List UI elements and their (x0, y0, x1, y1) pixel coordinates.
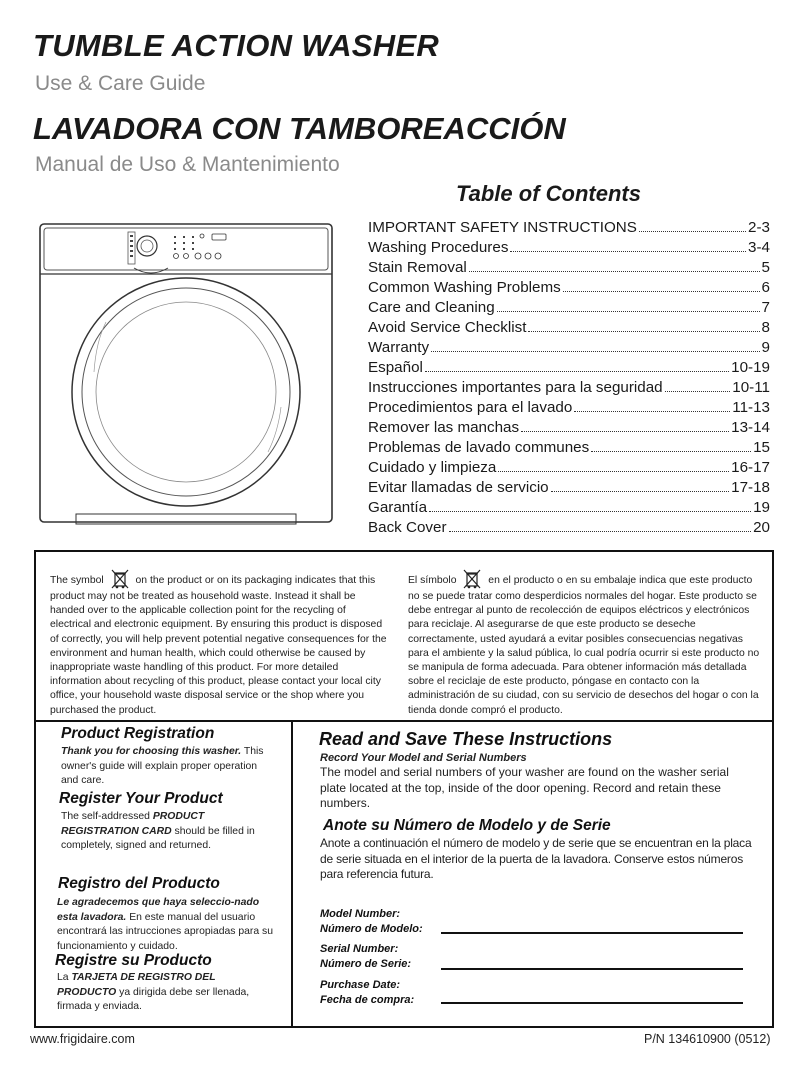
registro-producto-bold: Le agradecemos que haya seleccio-nado esta lavadora. (57, 897, 260, 923)
toc-item[interactable] (368, 378, 770, 398)
subtitle-spanish: Manual de Uso & Mantenimiento (35, 153, 340, 176)
model-number-es: Número de Modelo: (320, 923, 423, 935)
subtitle-english: Use & Care Guide (35, 72, 206, 95)
registro-producto-body: En este manual del usuario encontrará las intrucciones apropiadas para su funcionamiento y cuidado. (57, 911, 274, 952)
toc-item[interactable] (368, 338, 770, 358)
toc-leader-dots (449, 531, 752, 532)
serial-number-en: Serial Number: (320, 943, 399, 955)
product-registration-heading: Product Registration (61, 725, 215, 742)
toc-item-label: Remover las manchas (368, 419, 520, 436)
toc-leader-dots (639, 231, 746, 232)
toc-item-label: Cuidado y limpieza (368, 459, 497, 476)
toc-item[interactable] (368, 358, 770, 378)
toc-item[interactable] (368, 218, 770, 238)
toc-item-label: Warranty (368, 339, 430, 356)
serial-number-es: Número de Serie: (320, 958, 412, 970)
toc-item-label: Garantía (368, 499, 428, 516)
toc-leader-dots (431, 351, 760, 352)
toc-item[interactable] (368, 258, 770, 278)
part-number: P/N 134610900 (0512) (644, 1032, 771, 1046)
serial-number-label (320, 942, 411, 972)
toc-item[interactable] (368, 438, 770, 458)
title-spanish: LAVADORA CON TAMBOREACCIÓN (33, 111, 566, 146)
model-number-label (320, 907, 423, 937)
recycling-en-post: on the product or on its packaging indicates that this product may not be treated as household waste. Instead it shall be handed over to the applicable collection point for the recycling of electrical and electronic equipment. By ensuring this product is disposed of correctly, you will help prevent potential negative consequences for the environment and human health, which could otherwise be caused by inappropriate waste handling of this product. For more detailed information about recycling of this product, please contact your local city office, your household waste disposal service or the shop where you purchased the product. (50, 575, 387, 716)
toc-item[interactable] (368, 398, 770, 418)
toc-item[interactable] (368, 238, 770, 258)
model-number-line[interactable] (441, 932, 743, 934)
record-model-subheading: Record Your Model and Serial Numbers (320, 752, 527, 764)
recycling-en-pre: The symbol (50, 575, 104, 586)
website-link[interactable]: www.frigidaire.com (30, 1032, 135, 1046)
product-registration-body: This owner's guide will explain proper operation and care. (61, 746, 264, 786)
recycling-es-post: en el producto o en su embalaje indica que este producto no se puede tratar como desperdicios normales del hogar. Este producto se debe entregar al punto de recolección de equipos eléctricos y electrónicos para reciclaje. Al asegurarse de que este producto se deseche correctamente, usted ayudará a evitar posibles consecuencias negativas para el ambiente y la salud pública, lo cual podría ocurrir si este producto no se manipula de forma adecuada. Para obtener información más detallada sobre el reciclaje de este producto, póngase en contacto con la administración de su ciudad, con su servicio de desechos del hogar o con la tienda donde compró el producto. (408, 575, 760, 716)
toc-item[interactable] (368, 498, 770, 518)
product-registration-text (61, 745, 275, 789)
purchase-date-en: Purchase Date: (320, 979, 401, 991)
toc-item-label: Back Cover (368, 519, 447, 536)
toc-item[interactable] (368, 318, 770, 338)
toc-item-page: 10-11 (732, 379, 770, 396)
toc-item[interactable] (368, 458, 770, 478)
anote-heading: Anote su Número de Modelo y de Serie (323, 817, 611, 834)
toc-item-label: IMPORTANT SAFETY INSTRUCTIONS (368, 219, 637, 236)
anote-text: Anote a continuación el número de modelo y de serie que se encuentran en la placa de serie situada en el interior de la puerta de la lavadora. Conserve estos números para referencia futura. (320, 836, 752, 881)
toc-item-page: 16-17 (731, 459, 770, 476)
toc-leader-dots (425, 371, 729, 372)
read-save-text: The model and serial numbers of your washer are found on the washer serial plate located at the top, inside of the door opening. Record and retain these numbers. (320, 765, 729, 810)
register-product-bold: PRODUCT REGISTRATION CARD (61, 811, 205, 837)
toc-item-page: 19 (753, 499, 770, 516)
toc-leader-dots (521, 431, 729, 432)
toc-leader-dots (591, 451, 751, 452)
table-of-contents (368, 218, 770, 538)
toc-item[interactable] (368, 298, 770, 318)
toc-leader-dots (510, 251, 746, 252)
register-product-post: should be filled in completely, signed and returned. (61, 825, 255, 851)
recycling-es-pre: El símbolo (408, 575, 457, 586)
registre-producto-post: ya dirigida debe ser llenada, firmada y enviada. (57, 986, 250, 1012)
toc-item-label: Instrucciones importantes para la seguridad (368, 379, 663, 396)
toc-item-label: Stain Removal (368, 259, 467, 276)
title-english: TUMBLE ACTION WASHER (33, 28, 440, 63)
toc-item-label: Washing Procedures (368, 239, 509, 256)
toc-item-label: Avoid Service Checklist (368, 319, 527, 336)
toc-item-page: 2-3 (748, 219, 770, 236)
toc-item-label: Procedimientos para el lavado (368, 399, 573, 416)
toc-item-page: 9 (761, 339, 770, 356)
washer-illustration (36, 222, 336, 542)
purchase-date-es: Fecha de compra: (320, 994, 415, 1006)
toc-item-page: 13-14 (731, 419, 770, 436)
toc-item-page: 11-13 (732, 399, 770, 416)
crossed-bin-icon (109, 568, 131, 590)
toc-item[interactable] (368, 518, 770, 538)
toc-item-page: 6 (761, 279, 770, 296)
purchase-date-line[interactable] (441, 1002, 743, 1004)
registre-producto-pre: La (57, 972, 69, 983)
toc-leader-dots (665, 391, 731, 392)
toc-item[interactable] (368, 418, 770, 438)
product-registration-bold: Thank you for choosing this washer. (61, 746, 242, 757)
registre-producto-bold: TARJETA DE REGISTRO DEL PRODUCTO (57, 972, 216, 998)
toc-item-page: 10-19 (731, 359, 770, 376)
read-save-heading: Read and Save These Instructions (319, 729, 613, 749)
toc-item-page: 15 (753, 439, 770, 456)
recycling-notice-english (50, 568, 388, 718)
toc-item-page: 7 (761, 299, 770, 316)
toc-item-label: Español (368, 359, 423, 376)
register-product-text (61, 810, 275, 854)
toc-leader-dots (563, 291, 760, 292)
toc-item[interactable] (368, 278, 770, 298)
register-product-pre: The self-addressed (61, 811, 150, 822)
box-divider-horizontal (34, 720, 774, 722)
toc-leader-dots (498, 471, 729, 472)
toc-item-page: 20 (753, 519, 770, 536)
toc-leader-dots (528, 331, 759, 332)
recycling-notice-spanish (408, 568, 762, 718)
toc-item-label: Problemas de lavado communes (368, 439, 590, 456)
model-number-en: Model Number: (320, 908, 401, 920)
toc-leader-dots (574, 411, 730, 412)
toc-item-page: 17-18 (731, 479, 770, 496)
registre-producto-heading: Registre su Producto (55, 952, 212, 969)
toc-leader-dots (469, 271, 760, 272)
toc-leader-dots (497, 311, 760, 312)
registro-producto-text (57, 896, 275, 954)
toc-item-label: Evitar llamadas de servicio (368, 479, 549, 496)
crossed-bin-icon (461, 568, 483, 590)
toc-leader-dots (429, 511, 751, 512)
toc-heading: Table of Contents (456, 181, 641, 206)
toc-item[interactable] (368, 478, 770, 498)
registro-producto-heading: Registro del Producto (58, 875, 220, 892)
registre-producto-text (57, 971, 263, 1015)
toc-item-page: 3-4 (748, 239, 770, 256)
serial-number-line[interactable] (441, 968, 743, 970)
toc-item-label: Care and Cleaning (368, 299, 495, 316)
toc-item-page: 5 (761, 259, 770, 276)
register-product-heading: Register Your Product (59, 790, 223, 807)
toc-item-label: Common Washing Problems (368, 279, 561, 296)
toc-item-page: 8 (761, 319, 770, 336)
toc-leader-dots (551, 491, 730, 492)
box-divider-vertical (291, 722, 293, 1026)
purchase-date-label (320, 978, 414, 1008)
